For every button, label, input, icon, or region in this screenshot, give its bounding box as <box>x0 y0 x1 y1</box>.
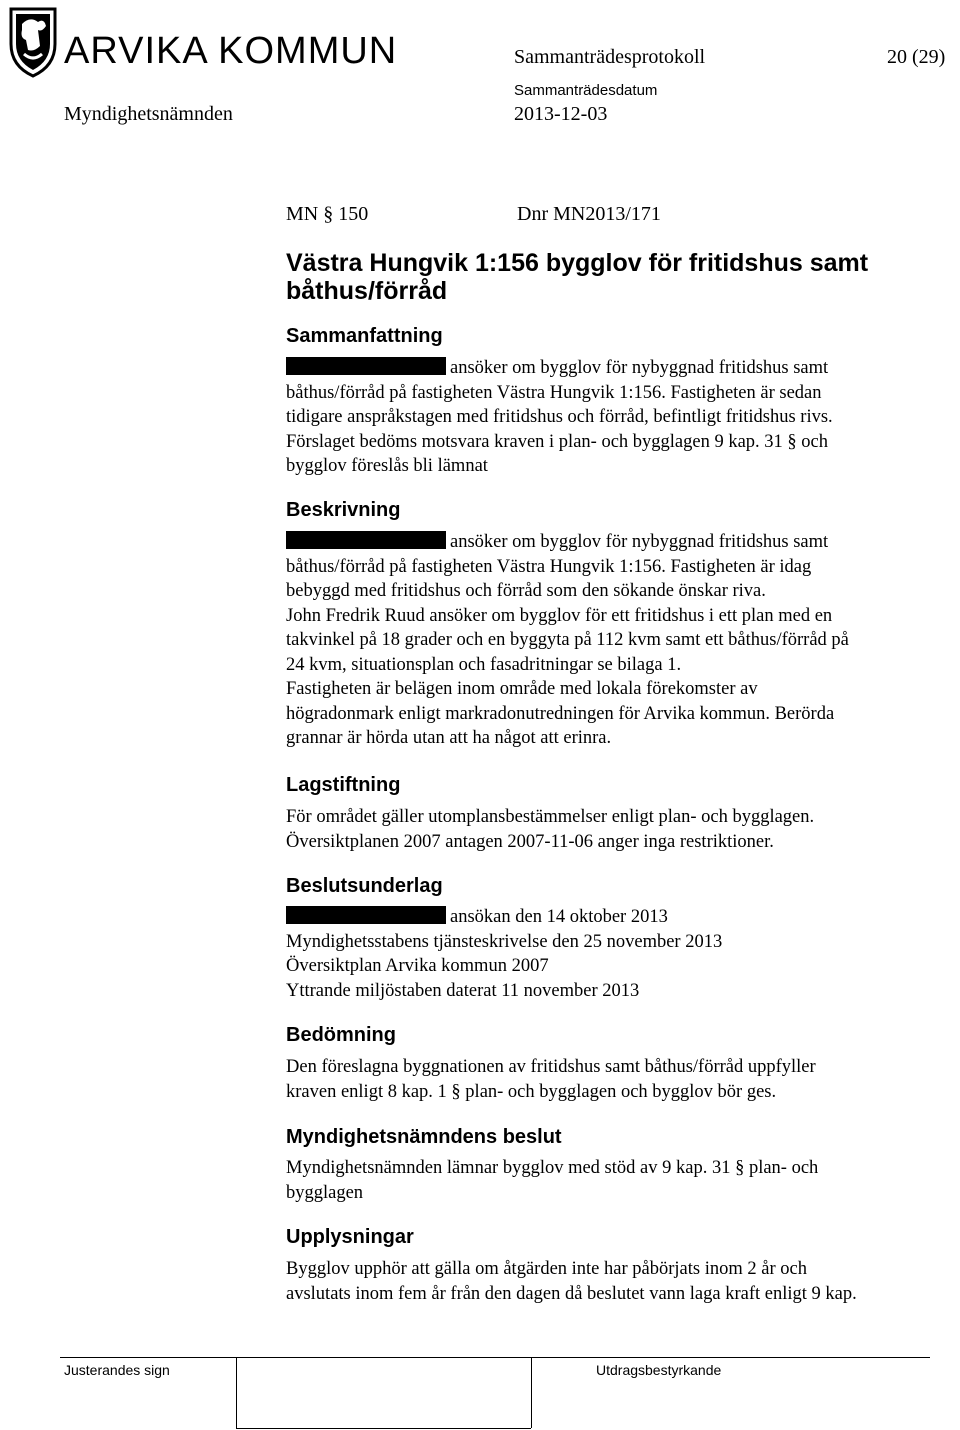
text-line: bygglagen <box>286 1182 364 1203</box>
text-line: bebyggd med fritidshus och förråd som den sökande önskar riva. <box>286 581 766 601</box>
text-line: För området gäller utomplansbestämmelser enligt plan- och bygglagen. <box>286 807 815 827</box>
page-number: 20 (29) <box>887 46 946 68</box>
text-line: ansökan den 14 oktober 2013 <box>286 905 952 930</box>
text-line: ansöker om bygglov för nybyggnad fritidshus samt <box>286 530 952 555</box>
redacted-name <box>286 906 446 924</box>
case-title: Västra Hungvik 1:156 bygglov för fritidshus samt båthus/förråd <box>286 249 869 305</box>
text-line: John Fredrik Ruud ansöker om bygglov för ett fritidshus i ett plan med en <box>286 605 833 626</box>
section-body-beskrivning <box>286 530 952 751</box>
committee-name: Myndighetsnämnden <box>64 103 233 125</box>
text-line: båthus/förråd på fastigheten Västra Hungvik 1:156. Fastigheten är idag <box>286 556 812 577</box>
section-heading-bedomning: Bedömning <box>286 1024 396 1046</box>
text-line: bygglov föreslås bli lämnat <box>286 456 488 476</box>
text-line: kraven enligt 8 kap. 1 § plan- och bygglagen och bygglov bör ges. <box>286 1081 777 1102</box>
section-heading-lagstiftning: Lagstiftning <box>286 774 401 796</box>
section-body-lagstiftning <box>286 805 952 854</box>
redacted-name <box>286 357 446 375</box>
text-line: ansöker om bygglov för nybyggnad fritidshus samt <box>286 356 952 381</box>
redacted-name <box>286 531 446 549</box>
text-line: tidigare anspråkstagen med fritidshus och förråd, befintligt fritidshus rivs. <box>286 407 833 427</box>
text-line: takvinkel på 18 grader och en byggyta på 112 kvm samt ett båthus/förråd på <box>286 630 849 650</box>
section-heading-beslutsunderlag: Beslutsunderlag <box>286 875 443 897</box>
organization-logo-text: ARVIKA KOMMUN <box>64 30 398 72</box>
text-line: Yttrande miljöstaben daterat 11 november 2013 <box>286 980 640 1001</box>
section-heading-beslut: Myndighetsnämndens beslut <box>286 1126 562 1148</box>
section-heading-upplysningar: Upplysningar <box>286 1226 414 1248</box>
utdragsbestyrkande-label: Utdragsbestyrkande <box>596 1362 722 1378</box>
text-line: Förslaget bedöms motsvara kraven i plan- och bygglagen 9 kap. 31 § och <box>286 431 829 452</box>
protocol-title: Sammanträdesprotokoll <box>514 46 706 68</box>
section-body-upplysningar <box>286 1257 952 1306</box>
section-heading-beskrivning: Beskrivning <box>286 499 401 521</box>
text-line: 24 kvm, situationsplan och fasadritningar se bilaga 1. <box>286 654 682 675</box>
signature-box-bottom-border <box>236 1428 531 1429</box>
text-line: Bygglov upphör att gälla om åtgärden inte har påbörjats inom 2 år och <box>286 1259 807 1279</box>
section-body-sammanfattning <box>286 356 952 479</box>
text-line: Översiktplanen 2007 antagen 2007-11-06 anger inga restriktioner. <box>286 831 774 852</box>
meeting-date: 2013-12-03 <box>514 103 608 125</box>
text-line: Myndighetsstabens tjänsteskrivelse den 25 november 2013 <box>286 931 723 952</box>
text-line: Översiktplan Arvika kommun 2007 <box>286 956 549 976</box>
diarie-number: Dnr MN2013/171 <box>517 203 661 225</box>
justerandes-sign-label: Justerandes sign <box>64 1362 170 1378</box>
section-body-beslutsunderlag <box>286 905 952 1003</box>
meeting-date-label: Sammanträdesdatum <box>514 82 658 99</box>
text-line: Myndighetsnämnden lämnar bygglov med stöd av 9 kap. 31 § plan- och <box>286 1158 819 1178</box>
coat-of-arms-icon <box>8 6 58 78</box>
text-line: Fastigheten är belägen inom område med lokala förekomster av <box>286 679 758 699</box>
signature-box-right-border <box>531 1358 532 1428</box>
signature-box-left-border <box>236 1358 237 1428</box>
section-body-beslut <box>286 1156 952 1205</box>
text-line: båthus/förråd på fastigheten Västra Hungvik 1:156. Fastigheten är sedan <box>286 382 822 403</box>
text-line: avslutats inom fem år från den dagen då beslutet vann laga kraft enligt 9 kap. <box>286 1283 857 1304</box>
paragraph-reference: MN § 150 <box>286 203 369 225</box>
section-body-bedomning <box>286 1055 952 1104</box>
section-heading-sammanfattning: Sammanfattning <box>286 325 443 347</box>
text-line: Den föreslagna byggnationen av fritidshus samt båthus/förråd uppfyller <box>286 1057 816 1077</box>
text-line: grannar är hörda utan att ha något att erinra. <box>286 728 612 748</box>
text-line: högradonmark enligt markradonutredningen för Arvika kommun. Berörda <box>286 703 835 724</box>
footer-divider <box>60 1357 930 1358</box>
